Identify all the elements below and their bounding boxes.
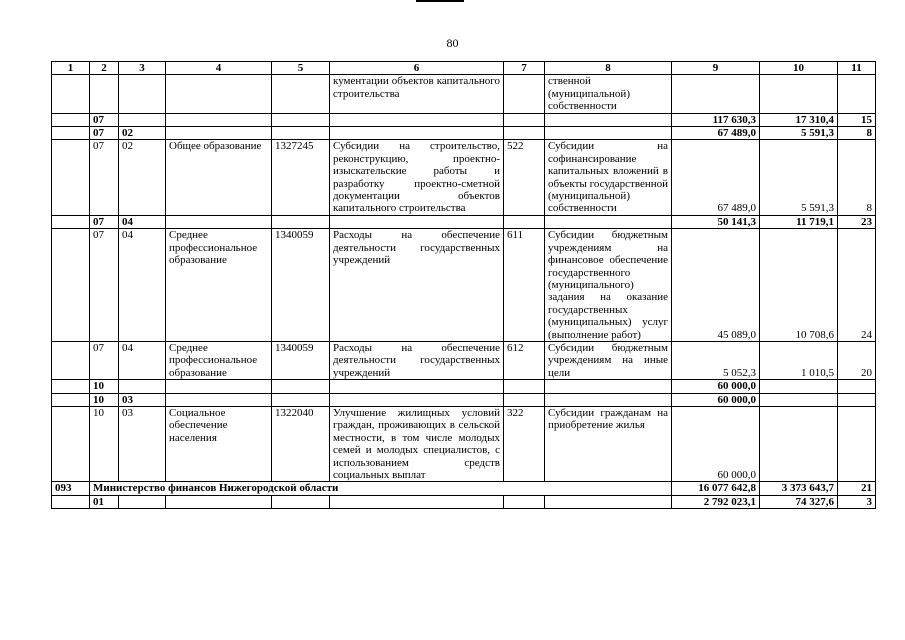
amount-plan: 5 052,3: [672, 341, 760, 379]
header-cell: 2: [90, 62, 119, 75]
amount-plan: 60 000,0: [672, 393, 760, 406]
amount-actual: [760, 75, 838, 113]
expense-type-name: Субсидии бюджетным учреждениям на иные цели: [545, 341, 672, 379]
section-code: 10: [90, 393, 119, 406]
subsection-code: 04: [119, 215, 166, 228]
subsection-code: 02: [119, 127, 166, 140]
expense-type-name: [545, 380, 672, 393]
expense-type-name: [545, 393, 672, 406]
header-cell: 10: [760, 62, 838, 75]
expense-description: [330, 113, 504, 126]
amount-actual: 3 373 643,7: [760, 482, 838, 495]
empty-cell: [504, 495, 545, 508]
amount-plan: 50 141,3: [672, 215, 760, 228]
expense-type-name: Субсидии на софинансирование капитальных вложений в объекты государственной (муниципальной) собственности: [545, 140, 672, 215]
section-name: [166, 215, 272, 228]
table-row: [52, 341, 876, 379]
percent-cell: 23: [838, 215, 876, 228]
expense-type-code: [504, 75, 545, 113]
table-row: [52, 393, 876, 406]
target-code: [272, 393, 330, 406]
percent-cell: 15: [838, 113, 876, 126]
expense-type-code: 522: [504, 140, 545, 215]
subsection-code: 04: [119, 341, 166, 379]
header-cell: 4: [166, 62, 272, 75]
expense-description: Улучшение жилищных условий граждан, проживающих в сельской местности, в том числе молодых семей и молодых специалистов, с использованием средств социальных выплат: [330, 406, 504, 481]
empty-cell: [166, 495, 272, 508]
empty-cell: [330, 495, 504, 508]
header-cell: 1: [52, 62, 90, 75]
expense-description: [330, 215, 504, 228]
section-name: Среднее профессиональное образование: [166, 229, 272, 342]
expense-description: [330, 127, 504, 140]
section-name: [166, 380, 272, 393]
col1-cell: [52, 127, 90, 140]
table-row: [52, 127, 876, 140]
expense-description: Расходы на обеспечение деятельности государственных учреждений: [330, 341, 504, 379]
percent-cell: 8: [838, 127, 876, 140]
percent-cell: 24: [838, 229, 876, 342]
expense-type-code: [504, 380, 545, 393]
table-row: [52, 215, 876, 228]
col1-cell: [52, 341, 90, 379]
target-code: 1327245: [272, 140, 330, 215]
expense-description: Субсидии на строительство, реконструкцию, проектно-изыскательские работы и разработку проектно-сметной документации объектов капитального строительства: [330, 140, 504, 215]
percent-cell: 8: [838, 140, 876, 215]
section-name: [166, 393, 272, 406]
header-cell: 9: [672, 62, 760, 75]
section-code: 10: [90, 380, 119, 393]
col1-cell: [52, 75, 90, 113]
col1-cell: [52, 406, 90, 481]
section-code: 10: [90, 406, 119, 481]
expense-type-name: ственной (муниципальной) собственности: [545, 75, 672, 113]
top-rule: [416, 0, 464, 2]
table-row: [52, 140, 876, 215]
col1-cell: [52, 393, 90, 406]
section-code: 07: [90, 341, 119, 379]
table-row: [52, 75, 876, 113]
ministry-name: Министерство финансов Нижегородской области: [90, 482, 672, 495]
subsection-code: 04: [119, 229, 166, 342]
section-code: [90, 75, 119, 113]
amount-actual: 11 719,1: [760, 215, 838, 228]
col1-cell: [52, 229, 90, 342]
col1-cell: [52, 495, 90, 508]
expense-type-code: [504, 113, 545, 126]
expense-type-code: 612: [504, 341, 545, 379]
empty-cell: [272, 495, 330, 508]
section-code: 07: [90, 140, 119, 215]
section-code: 07: [90, 215, 119, 228]
amount-plan: 67 489,0: [672, 140, 760, 215]
header-cell: 5: [272, 62, 330, 75]
percent-cell: 3: [838, 495, 876, 508]
target-code: 1340059: [272, 341, 330, 379]
section-name: Общее образование: [166, 140, 272, 215]
amount-plan: 117 630,3: [672, 113, 760, 126]
section-name: Социальное обеспечение населения: [166, 406, 272, 481]
expense-type-code: [504, 215, 545, 228]
subsection-code: 02: [119, 140, 166, 215]
section-name: [166, 113, 272, 126]
expense-type-name: [545, 127, 672, 140]
target-code: [272, 127, 330, 140]
subsection-code: [119, 113, 166, 126]
table-row: [52, 113, 876, 126]
target-code: [272, 215, 330, 228]
expense-description: кументации объектов капитального строительства: [330, 75, 504, 113]
expense-description: Расходы на обеспечение деятельности государственных учреждений: [330, 229, 504, 342]
header-cell: 11: [838, 62, 876, 75]
percent-cell: [838, 380, 876, 393]
page-number: 80: [446, 36, 459, 50]
section-name: Среднее профессиональное образование: [166, 341, 272, 379]
amount-actual: 1 010,5: [760, 341, 838, 379]
target-code: 1322040: [272, 406, 330, 481]
col1-cell: [52, 113, 90, 126]
amount-plan: 60 000,0: [672, 380, 760, 393]
amount-actual: 17 310,4: [760, 113, 838, 126]
section-code: 07: [90, 229, 119, 342]
empty-cell: [119, 495, 166, 508]
amount-actual: [760, 406, 838, 481]
table-row: [52, 380, 876, 393]
expense-description: [330, 380, 504, 393]
amount-actual: 5 591,3: [760, 127, 838, 140]
target-code: [272, 75, 330, 113]
amount-actual: [760, 393, 838, 406]
ministry-code: 093: [52, 482, 90, 495]
expense-type-code: [504, 393, 545, 406]
percent-cell: [838, 75, 876, 113]
expense-type-code: 322: [504, 406, 545, 481]
section-code: 07: [90, 113, 119, 126]
amount-plan: 16 077 642,8: [672, 482, 760, 495]
section-code: 01: [90, 495, 119, 508]
percent-cell: 21: [838, 482, 876, 495]
col1-cell: [52, 140, 90, 215]
amount-plan: [672, 75, 760, 113]
amount-plan: 67 489,0: [672, 127, 760, 140]
target-code: [272, 380, 330, 393]
empty-cell: [545, 495, 672, 508]
col1-cell: [52, 380, 90, 393]
expense-type-name: [545, 113, 672, 126]
amount-plan: 45 089,0: [672, 229, 760, 342]
amount-actual: 10 708,6: [760, 229, 838, 342]
target-code: [272, 113, 330, 126]
subsection-code: [119, 380, 166, 393]
section-code: 07: [90, 127, 119, 140]
section-name: [166, 75, 272, 113]
subsection-code: 03: [119, 393, 166, 406]
amount-actual: [760, 380, 838, 393]
expense-type-code: 611: [504, 229, 545, 342]
amount-plan: 2 792 023,1: [672, 495, 760, 508]
header-cell: 7: [504, 62, 545, 75]
percent-cell: 20: [838, 341, 876, 379]
amount-actual: 74 327,6: [760, 495, 838, 508]
percent-cell: [838, 406, 876, 481]
header-cell: 8: [545, 62, 672, 75]
table-row: [52, 406, 876, 481]
section-name: [166, 127, 272, 140]
header-cell: 6: [330, 62, 504, 75]
target-code: 1340059: [272, 229, 330, 342]
col1-cell: [52, 215, 90, 228]
subsection-code: [119, 75, 166, 113]
header-cell: 3: [119, 62, 166, 75]
header-row: [52, 62, 876, 75]
subsection-code: 03: [119, 406, 166, 481]
amount-actual: 5 591,3: [760, 140, 838, 215]
table-row: [52, 495, 876, 508]
table-row: [52, 229, 876, 342]
budget-table: [51, 61, 876, 509]
expense-type-name: Субсидии бюджетным учреждениям на финансовое обеспечение государственного (муниципального) задания на оказание государственных (муниципальных) услуг (выполнение работ): [545, 229, 672, 342]
expense-description: [330, 393, 504, 406]
percent-cell: [838, 393, 876, 406]
expense-type-code: [504, 127, 545, 140]
expense-type-name: Субсидии гражданам на приобретение жилья: [545, 406, 672, 481]
ministry-row: [52, 482, 876, 495]
amount-plan: 60 000,0: [672, 406, 760, 481]
expense-type-name: [545, 215, 672, 228]
